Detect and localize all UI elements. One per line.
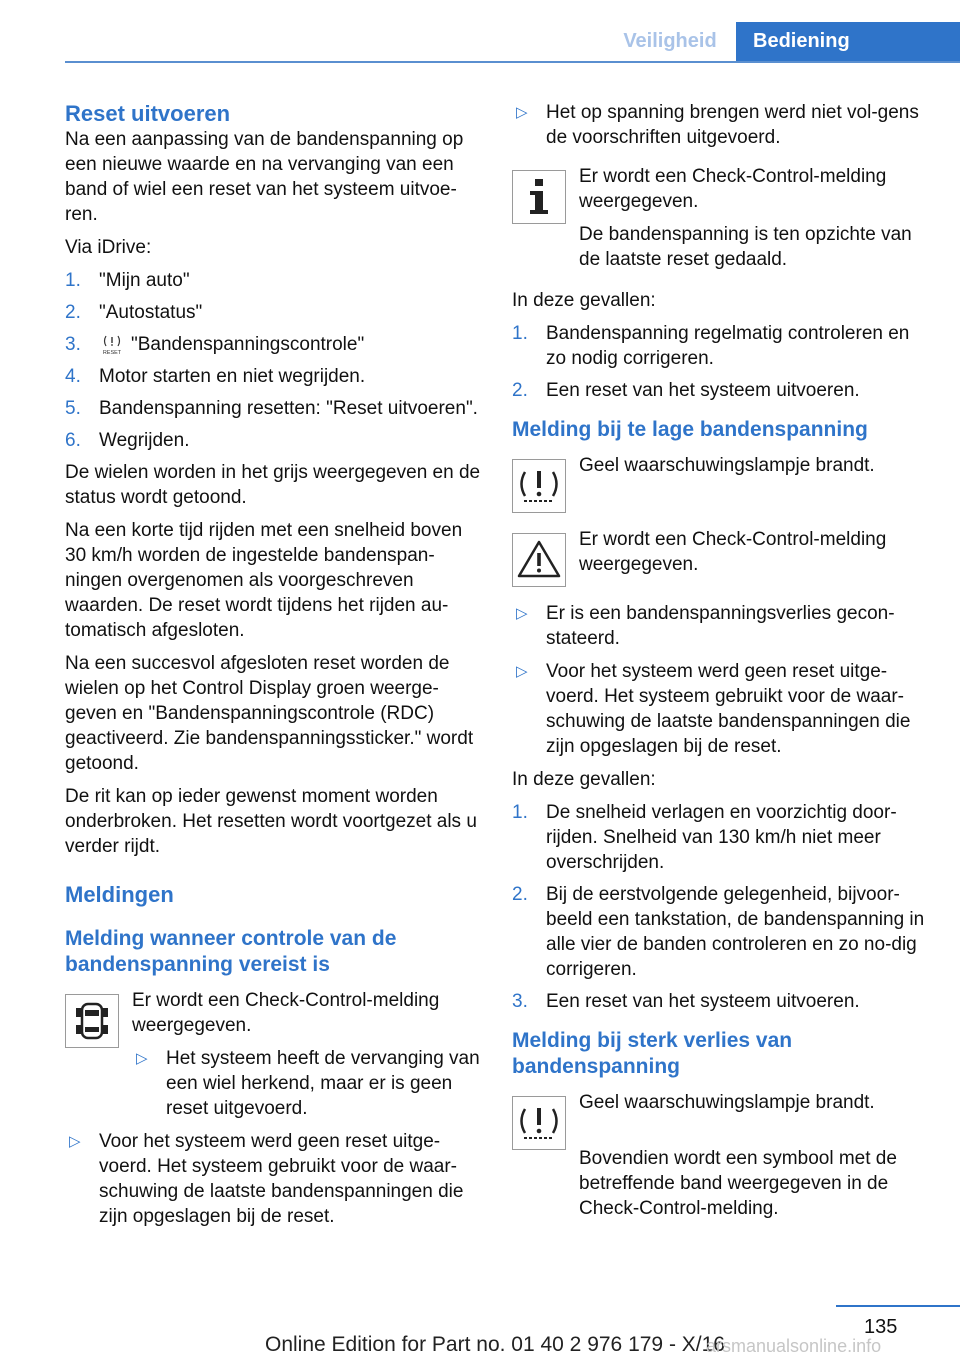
paragraph-grey: De wielen worden in het grijs weergegeven en de status wordt getoond. (65, 462, 481, 508)
bullet-text: Het systeem heeft de vervanging van een wiel herkend, maar er is geen reset uitgevoerd. (166, 1048, 480, 1119)
bullet-triangle-icon: ▷ (69, 1133, 81, 1150)
car-tires-icon (65, 994, 119, 1048)
paragraph-drive: Na een korte tijd rijden met een snelheid boven 30 km/h worden de ingestelde bandenspan-ningen overgenomen als voorgeschreven waarden. De reset wordt tijdens het rijden au-tomatisch afgesloten. (65, 520, 463, 641)
list-item (65, 332, 483, 357)
step-number: 6. (65, 430, 81, 451)
step-number: 4. (65, 366, 81, 387)
bullet-triangle-icon: ▷ (516, 104, 528, 121)
paragraph-via: Via iDrive: (65, 237, 152, 258)
step-number: 2. (512, 380, 528, 401)
step-number: 1. (512, 323, 528, 344)
list-item (65, 300, 483, 325)
list-item (512, 601, 930, 651)
lamp-row (512, 453, 930, 513)
step-text: "Autostatus" (99, 302, 203, 323)
cases-steps (512, 800, 930, 1014)
footer-rule (836, 1305, 960, 1307)
reset-steps (65, 268, 483, 453)
bullets (512, 100, 930, 150)
list-item (512, 659, 930, 759)
tab-veiligheid[interactable]: Veiligheid (623, 30, 717, 52)
heading-low-pressure: Melding bij te lage bandenspanning (512, 418, 868, 441)
bullet-triangle-icon: ▷ (516, 605, 528, 622)
list-item (65, 396, 483, 421)
list-item (65, 268, 483, 293)
left-column (65, 100, 483, 1237)
heading-meldingen: Meldingen (65, 882, 174, 907)
list-item (132, 1046, 483, 1121)
page-number: 135 (864, 1316, 898, 1338)
bullets (65, 1129, 483, 1229)
bullet-triangle-icon: ▷ (136, 1050, 148, 1067)
lamp-text: Geel waarschuwingslampje brandt. (579, 1092, 875, 1113)
header-rule (65, 61, 960, 63)
step-number: 1. (65, 270, 81, 291)
paragraph-intro: Na een aanpassing van de bandenspanning op een nieuwe waarde en na vervanging van een band of wiel een reset van het systeem uitvoe-ren. (65, 129, 464, 225)
tire-warning-icon (512, 459, 566, 513)
info-icon (512, 170, 566, 224)
step-number: 2. (512, 884, 528, 905)
check-control-text: Er wordt een Check-Control-melding weergegeven. (579, 529, 887, 575)
right-column (512, 100, 930, 1229)
paragraph-cases: In deze gevallen: (512, 769, 656, 790)
tire-pressure-reset-icon (99, 334, 125, 356)
lamp-text: Geel waarschuwingslampje brandt. (579, 455, 875, 476)
paragraph-symbol-text: Bovendien wordt een symbool met de betreffende band weergegeven in de Check-Control-melding. (579, 1148, 897, 1219)
bullets (512, 601, 930, 759)
bullet-text: Voor het systeem werd geen reset uitge-voerd. Het systeem gebruikt voor de waar-schuwing de laatste bandenspanningen die zijn opgeslagen bij de reset. (99, 1131, 464, 1227)
list-item (512, 378, 930, 403)
page-header (0, 0, 960, 64)
paragraph-reached-text: De bandenspanning is ten opzichte van de laatste reset gedaald. (579, 224, 912, 270)
step-text: De snelheid verlagen en voorzichtig door-rijden. Snelheid van 130 km/h niet meer overschrijden. (546, 802, 897, 873)
step-text: "Mijn auto" (99, 270, 190, 291)
check-control-text: Er wordt een Check-Control-melding weergegeven. (132, 990, 440, 1036)
paragraph-interrupt: De rit kan op ieder gewenst moment worden onderbroken. Het resetten wordt voortgezet als u verder rijdt. (65, 786, 477, 857)
heading-strong-loss: Melding bij sterk verlies van bandenspanning (512, 1029, 793, 1078)
step-text: Bandenspanning regelmatig controleren en zo nodig corrigeren. (546, 323, 910, 369)
heading-check-required: Melding wanneer controle van de bandenspanning vereist is (65, 927, 397, 976)
info-row (512, 164, 930, 224)
step-number: 3. (512, 991, 528, 1012)
bullet-text: Het op spanning brengen werd niet vol-gens de voorschriften uitgevoerd. (546, 102, 919, 148)
check-control-row (65, 988, 483, 1121)
paragraph-reached (512, 222, 930, 272)
paragraph-success: Na een succesvol afgesloten reset worden de wielen op het Control Display groen weerge-geven en "Bandenspanningscontrole (RDC) geactiveerd. Zie bandenspanningssticker." wordt getoond. (65, 653, 474, 774)
bullet-text: Er is een bandenspanningsverlies gecon-stateerd. (546, 603, 895, 649)
step-text: "Bandenspanningscontrole" (131, 334, 365, 355)
warning-triangle-icon (512, 533, 566, 587)
tire-warning-icon (512, 1096, 566, 1150)
list-item (512, 800, 930, 875)
step-text: Een reset van het systeem uitvoeren. (546, 991, 860, 1012)
step-number: 5. (65, 398, 81, 419)
step-number: 2. (65, 302, 81, 323)
list-item (512, 100, 930, 150)
list-item (65, 428, 483, 453)
paragraph-symbol (512, 1146, 930, 1221)
check-control-text: Er wordt een Check-Control-melding weergegeven. (579, 166, 887, 212)
edition-text: Online Edition for Part no. 01 40 2 976 179 - X/16 (265, 1333, 725, 1356)
sub-bullets (132, 1046, 483, 1121)
step-text: Wegrijden. (99, 430, 190, 451)
list-item (65, 364, 483, 389)
lamp-row (512, 1090, 930, 1150)
cases-steps (512, 321, 930, 403)
step-text: Motor starten en niet wegrijden. (99, 366, 366, 387)
paragraph-cases: In deze gevallen: (512, 290, 656, 311)
bullet-text: Voor het systeem werd geen reset uitge-voerd. Het systeem gebruikt voor de waar-schuwing de laatste bandenspanningen die zijn opgeslagen bij de reset. (546, 661, 911, 757)
check-control-row (512, 527, 930, 587)
bullet-triangle-icon: ▷ (516, 663, 528, 680)
step-text: Bandenspanning resetten: "Reset uitvoeren". (99, 398, 478, 419)
step-text: Een reset van het systeem uitvoeren. (546, 380, 860, 401)
list-item (512, 989, 930, 1014)
tab-bediening[interactable]: Bediening (736, 22, 960, 62)
list-item (512, 321, 930, 371)
step-number: 1. (512, 802, 528, 823)
watermark: arsmanualsonline.info (706, 1336, 882, 1356)
step-text: Bij de eerstvolgende gelegenheid, bijvoor-beeld een tankstation, de bandenspanning in alle vier de banden controleren en zo no-dig corrigeren. (546, 884, 925, 980)
step-number: 3. (65, 334, 81, 355)
svg-text:RESET: RESET (102, 349, 122, 356)
heading-reset: Reset uitvoeren (65, 101, 231, 126)
list-item (65, 1129, 483, 1229)
list-item (512, 882, 930, 982)
